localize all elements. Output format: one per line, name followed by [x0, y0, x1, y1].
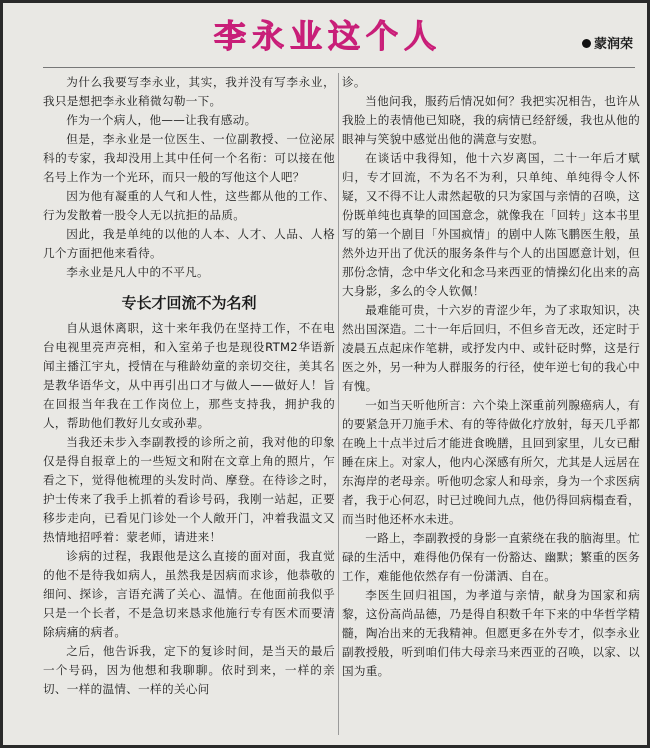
- author-name: 蒙润荣: [593, 37, 633, 52]
- article-title: 李永业这个人: [213, 17, 442, 55]
- right-column: [342, 73, 640, 739]
- column-divider: [338, 73, 339, 735]
- paragraph: 诊病的过程，我跟他是这么直接的面对面，我直觉的他不是待我如病人，虽然我是因病而求诊，他恭敬的细问、探诊，言语充满了关心、温情。在他面前我似乎只是一个长者，不是急切来恳求他施行专有医术而要清除病痛的病者。: [43, 549, 335, 639]
- paragraph: 李永业是凡人中的不平凡。: [66, 265, 209, 279]
- paragraph: 但是，李永业是一位医生、一位副教授、一位泌尿科的专家，我却没用上其中任何一个名衔：可以接在他名号上作为一个光环，而只一般的写他这个人吧？: [43, 132, 335, 184]
- paragraph-continued: 诊。: [342, 75, 366, 89]
- paragraph: 作为一个病人，他——让我有感动。: [66, 113, 257, 127]
- paragraph: 在谈话中我得知，他十六岁离国，二十一年后才赋归，专才回流，不为名不为利，只单纯、单纯得令人怀疑，又不得不让人肃然起敬的只为家国与亲情的召唤，这份既单纯也真挚的回国意念，就像我在「回转」这本书里写的第一个剧目「外国疯情」的剧中人陈飞鹏医生般，虽然外边开出了优沃的服务条件与个人的出国愿意计划，但那份念情，念中华文化和念马来西亚的情操幻化出来的高大身影，多么的令人钦佩！: [342, 151, 640, 298]
- left-column: [43, 73, 335, 739]
- paragraph: 因为他有凝重的人气和人性，这些都从他的工作、行为发散着一股令人无以抗拒的品质。: [43, 189, 335, 222]
- paragraph: 当我还未步入李副教授的诊所之前，我对他的印象仅是得自报章上的一些短文和附在文章上角的照片，乍看之下，觉得他梳理的头发时尚、摩登。在待诊之时，护士传来了我手上抓着的看诊号码，我刚一站起，正要移步走向，已看见门诊处一个人敞开门，冲着我温文又热情地招呼着：蒙老师，请进来！: [43, 435, 335, 544]
- paragraph: 为什么我要写李永业，其实，我并没有写李永业，我只是想把李永业稍微勾勒一下。: [43, 75, 335, 108]
- title-rule: [43, 67, 635, 68]
- paragraph: 李医生回归祖国，为孝道与亲情，献身为国家和病黎，这份高尚品德，乃是得自积数千年下来的中华哲学精髓，陶冶出来的无我精神。但愿更多在外专才，似李永业副教授般，听到咱们伟大母亲马来西亚的召唤，以家、以国为重。: [342, 588, 640, 678]
- paragraph: 自从退休离职，这十来年我仍在坚持工作，不在电台电视里亮声亮相，和入室弟子也是现役RTM2华语新闻主播江宇丸，授情在与稚龄幼童的亲切交往，美其名是教华语华文，从中再引出口才与做人——做好人！旨在回报当年我在工作岗位上，那些支持我，拥护我的人，帮助他们教好儿女或孙辈。: [43, 321, 335, 430]
- paragraph: 之后，他告诉我，定下的复诊时间，是当天的最后一个号码，因为他想和我聊聊。依时到来，一样的亲切、一样的温情、一样的关心问: [43, 644, 335, 696]
- paragraph: 一路上，李副教授的身影一直萦绕在我的脑海里。忙碌的生活中，难得他仍保有一份豁达、幽默；繁重的医务工作，难能他依然存有一份潇洒、自在。: [342, 531, 640, 583]
- byline: [582, 33, 633, 52]
- paragraph: 因此，我是单纯的以他的人本、人才、人品、人格几个方面把他来看待。: [43, 227, 335, 260]
- paragraph: 最难能可贵，十六岁的青涩少年，为了求取知识，决然出国深造。二十一年后回归，不但乡音无改，还定时于凌晨五点起床作笔耕，或抒发内中、或针砭时弊，这是行医之外，另一种为人群服务的行径，使年逆七旬的我心中有愧。: [342, 303, 640, 393]
- paragraph: 一如当天听他所言：六个染上深重前列腺癌病人，有的要紧急开刀施手术、有的等待做化疗放射，每天几乎都在晚上十点半过后才能进食晚膳，且回到家里，儿女已酣睡在床上。对家人，他内心深感有所欠，尤其是人远居在东海岸的老母亲。听他叨念家人和母亲，身为一个求医病者，我于心何忍，时已过晚间九点，他仍得回病榻查看，而当时他还杯水未进。: [342, 398, 640, 526]
- paragraph: 当他问我，服药后情况如何？我把实况相告，也许从我脸上的表情他已知晓，我的病情已经舒缓，我也从他的眼神与笑貌中感觉出他的满意与安慰。: [342, 94, 640, 146]
- section-subheading: 专长才回流不为名利: [121, 294, 257, 312]
- bullet-icon: [582, 39, 591, 48]
